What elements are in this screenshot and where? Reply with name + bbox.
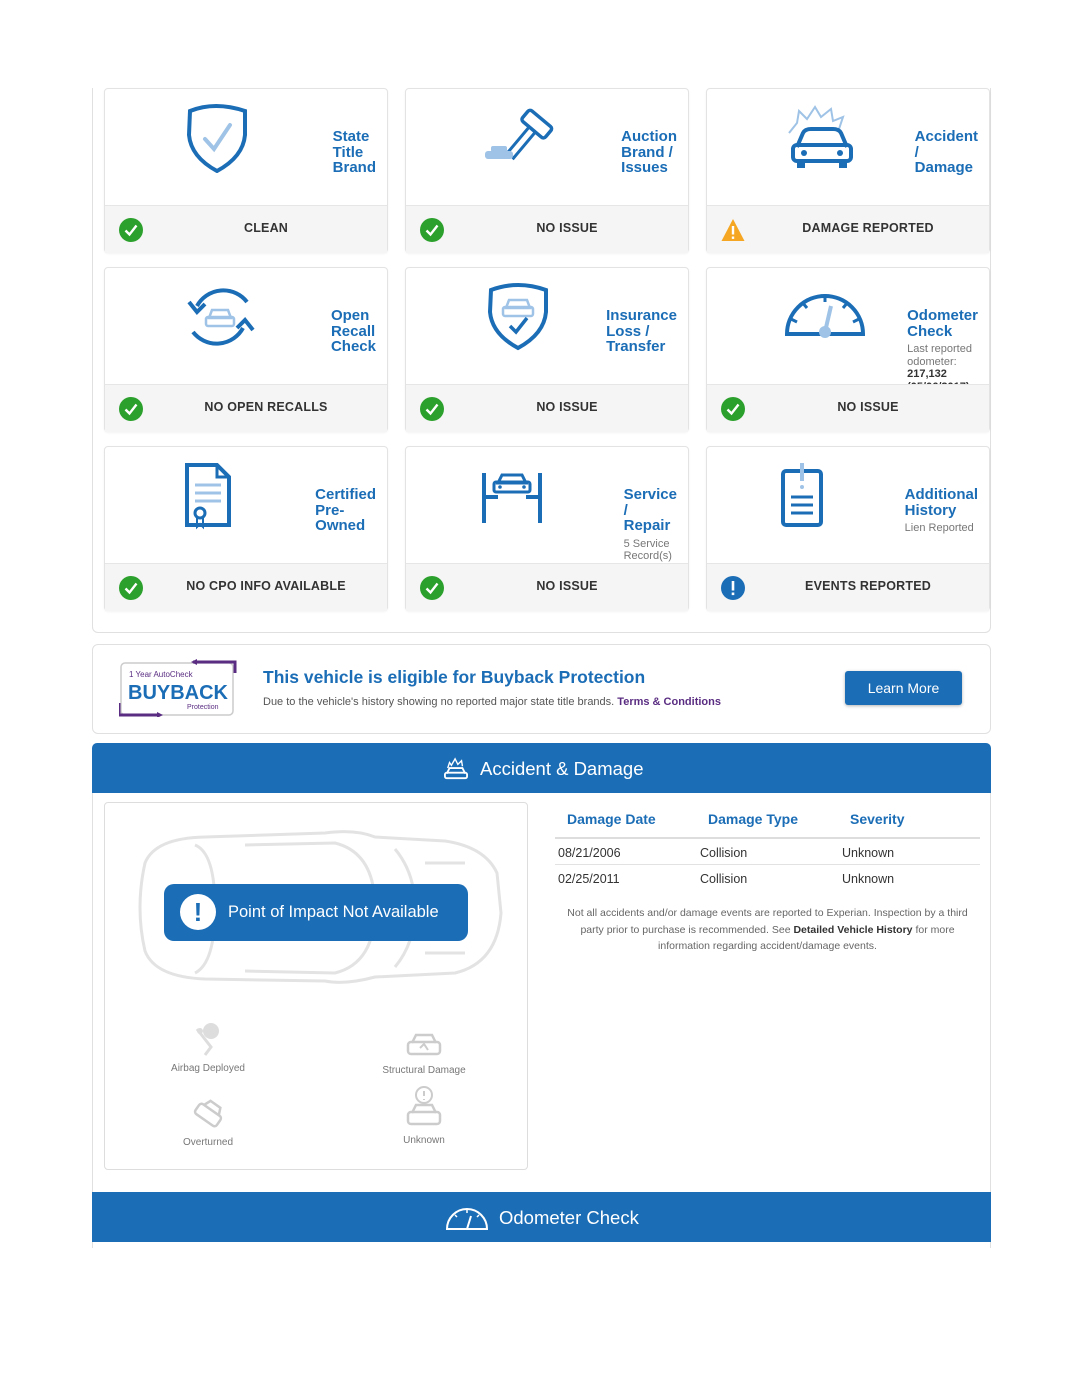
card-title: Open Recall Check xyxy=(330,307,376,355)
check-circle-icon xyxy=(721,397,745,421)
check-circle-icon xyxy=(420,397,444,421)
card-status: NO ISSUE xyxy=(837,400,899,414)
card-status: DAMAGE REPORTED xyxy=(802,221,934,235)
card-title: Auction Brand / Issues xyxy=(621,128,677,176)
accident-damage-body xyxy=(92,793,991,1248)
card-status: NO ISSUE xyxy=(536,400,598,414)
shield-car-icon xyxy=(476,282,566,352)
svg-text:1 Year AutoCheck: 1 Year AutoCheck xyxy=(129,670,193,679)
check-circle-icon xyxy=(420,576,444,600)
card-status: NO OPEN RECALLS xyxy=(204,400,328,414)
card-title: Certified Pre- Owned xyxy=(315,486,376,534)
damage-table xyxy=(555,811,980,890)
clipboard-alert-icon xyxy=(777,461,867,531)
check-circle-icon xyxy=(119,576,143,600)
car-crash-icon xyxy=(777,103,867,173)
car-crash-icon xyxy=(442,757,470,781)
airbag-icon xyxy=(191,1021,225,1059)
learn-more-button[interactable]: Learn More xyxy=(845,671,962,705)
card-title: Odometer Check Last reported odometer: 217,132 xyxy=(907,308,978,393)
table-row: 02/25/2011 Collision Unknown xyxy=(558,872,895,886)
card-service-repair[interactable] xyxy=(405,446,689,611)
certificate-icon xyxy=(175,461,265,531)
terms-link[interactable]: Terms & Conditions xyxy=(617,696,721,708)
info-circle-icon xyxy=(721,576,745,600)
buyback-description: Due to the vehicle's history showing no reported major state title brands. Terms & Conditions xyxy=(263,696,721,708)
overturned-car-icon xyxy=(189,1097,227,1133)
svg-text:BUYBACK: BUYBACK xyxy=(128,682,228,704)
shield-check-icon xyxy=(175,103,265,173)
card-status: NO ISSUE xyxy=(536,221,598,235)
car-damage-icon xyxy=(404,1029,444,1061)
card-title: Accident / Damage xyxy=(914,128,978,176)
card-odometer-check[interactable] xyxy=(706,267,990,432)
legend-unknown: Unknown xyxy=(354,1085,494,1146)
accident-disclaimer: Not all accidents and/or damage events are reported to Experian. Inspection by a third party prior to purchase is recommended. See Detailed Vehicle History for more information regarding accident/damage events. xyxy=(567,907,968,952)
legend-structural: Structural Damage xyxy=(354,1029,494,1076)
card-status: NO CPO INFO AVAILABLE xyxy=(186,579,346,593)
warning-icon xyxy=(721,218,745,242)
section-title: Odometer Check xyxy=(499,1207,639,1228)
table-header: Damage Date Damage Type Severity xyxy=(555,811,980,839)
car-lift-icon xyxy=(476,461,566,531)
check-circle-icon xyxy=(119,218,143,242)
gavel-icon xyxy=(476,103,566,173)
legend-airbag: Airbag Deployed xyxy=(138,1021,278,1074)
table-row: 08/21/2006 Collision Unknown xyxy=(555,839,980,865)
check-circle-icon xyxy=(119,397,143,421)
unknown-car-icon xyxy=(404,1085,444,1131)
card-title: Insurance Loss / Transfer xyxy=(606,307,677,355)
gauge-icon xyxy=(445,1207,489,1231)
card-title: Service / Repair 5 Service Record(s) xyxy=(624,487,677,575)
card-additional-history[interactable] xyxy=(706,446,990,611)
buyback-logo xyxy=(119,659,237,717)
legend-overturned: Overturned xyxy=(138,1097,278,1148)
detailed-history-link[interactable]: Detailed Vehicle History xyxy=(793,923,913,936)
check-circle-icon xyxy=(420,218,444,242)
card-certified-pre-owned[interactable] xyxy=(104,446,388,611)
card-state-title-brand[interactable] xyxy=(104,88,388,253)
lien-info: Lien Reported xyxy=(904,522,974,534)
card-status: CLEAN xyxy=(243,221,289,235)
car-refresh-icon xyxy=(175,282,265,352)
buyback-title: This vehicle is eligible for Buyback Protection xyxy=(263,667,646,687)
card-accident-damage[interactable] xyxy=(706,88,990,253)
svg-text:Protection: Protection xyxy=(187,704,219,711)
gauge-icon xyxy=(777,282,867,352)
service-records: 5 Service Record(s) xyxy=(623,537,672,562)
card-open-recall[interactable] xyxy=(104,267,388,432)
accident-damage-header[interactable] xyxy=(92,743,991,793)
card-title: State Title Brand xyxy=(332,128,376,176)
damage-diagram xyxy=(104,802,528,1170)
card-auction-brand[interactable] xyxy=(405,88,689,253)
card-status: EVENTS REPORTED xyxy=(805,579,931,593)
exclamation-icon: ! xyxy=(180,894,216,930)
buyback-banner xyxy=(92,644,991,734)
card-insurance-loss[interactable] xyxy=(405,267,689,432)
odometer-reading: Last reported odometer: 217,132 xyxy=(907,343,972,380)
point-of-impact-banner: ! Point of Impact Not Available xyxy=(164,884,468,941)
card-title: Additional History Lien Reported xyxy=(904,486,978,534)
card-status: NO ISSUE xyxy=(536,579,598,593)
odometer-check-header[interactable] xyxy=(92,1192,991,1242)
section-title: Accident & Damage xyxy=(480,758,644,779)
